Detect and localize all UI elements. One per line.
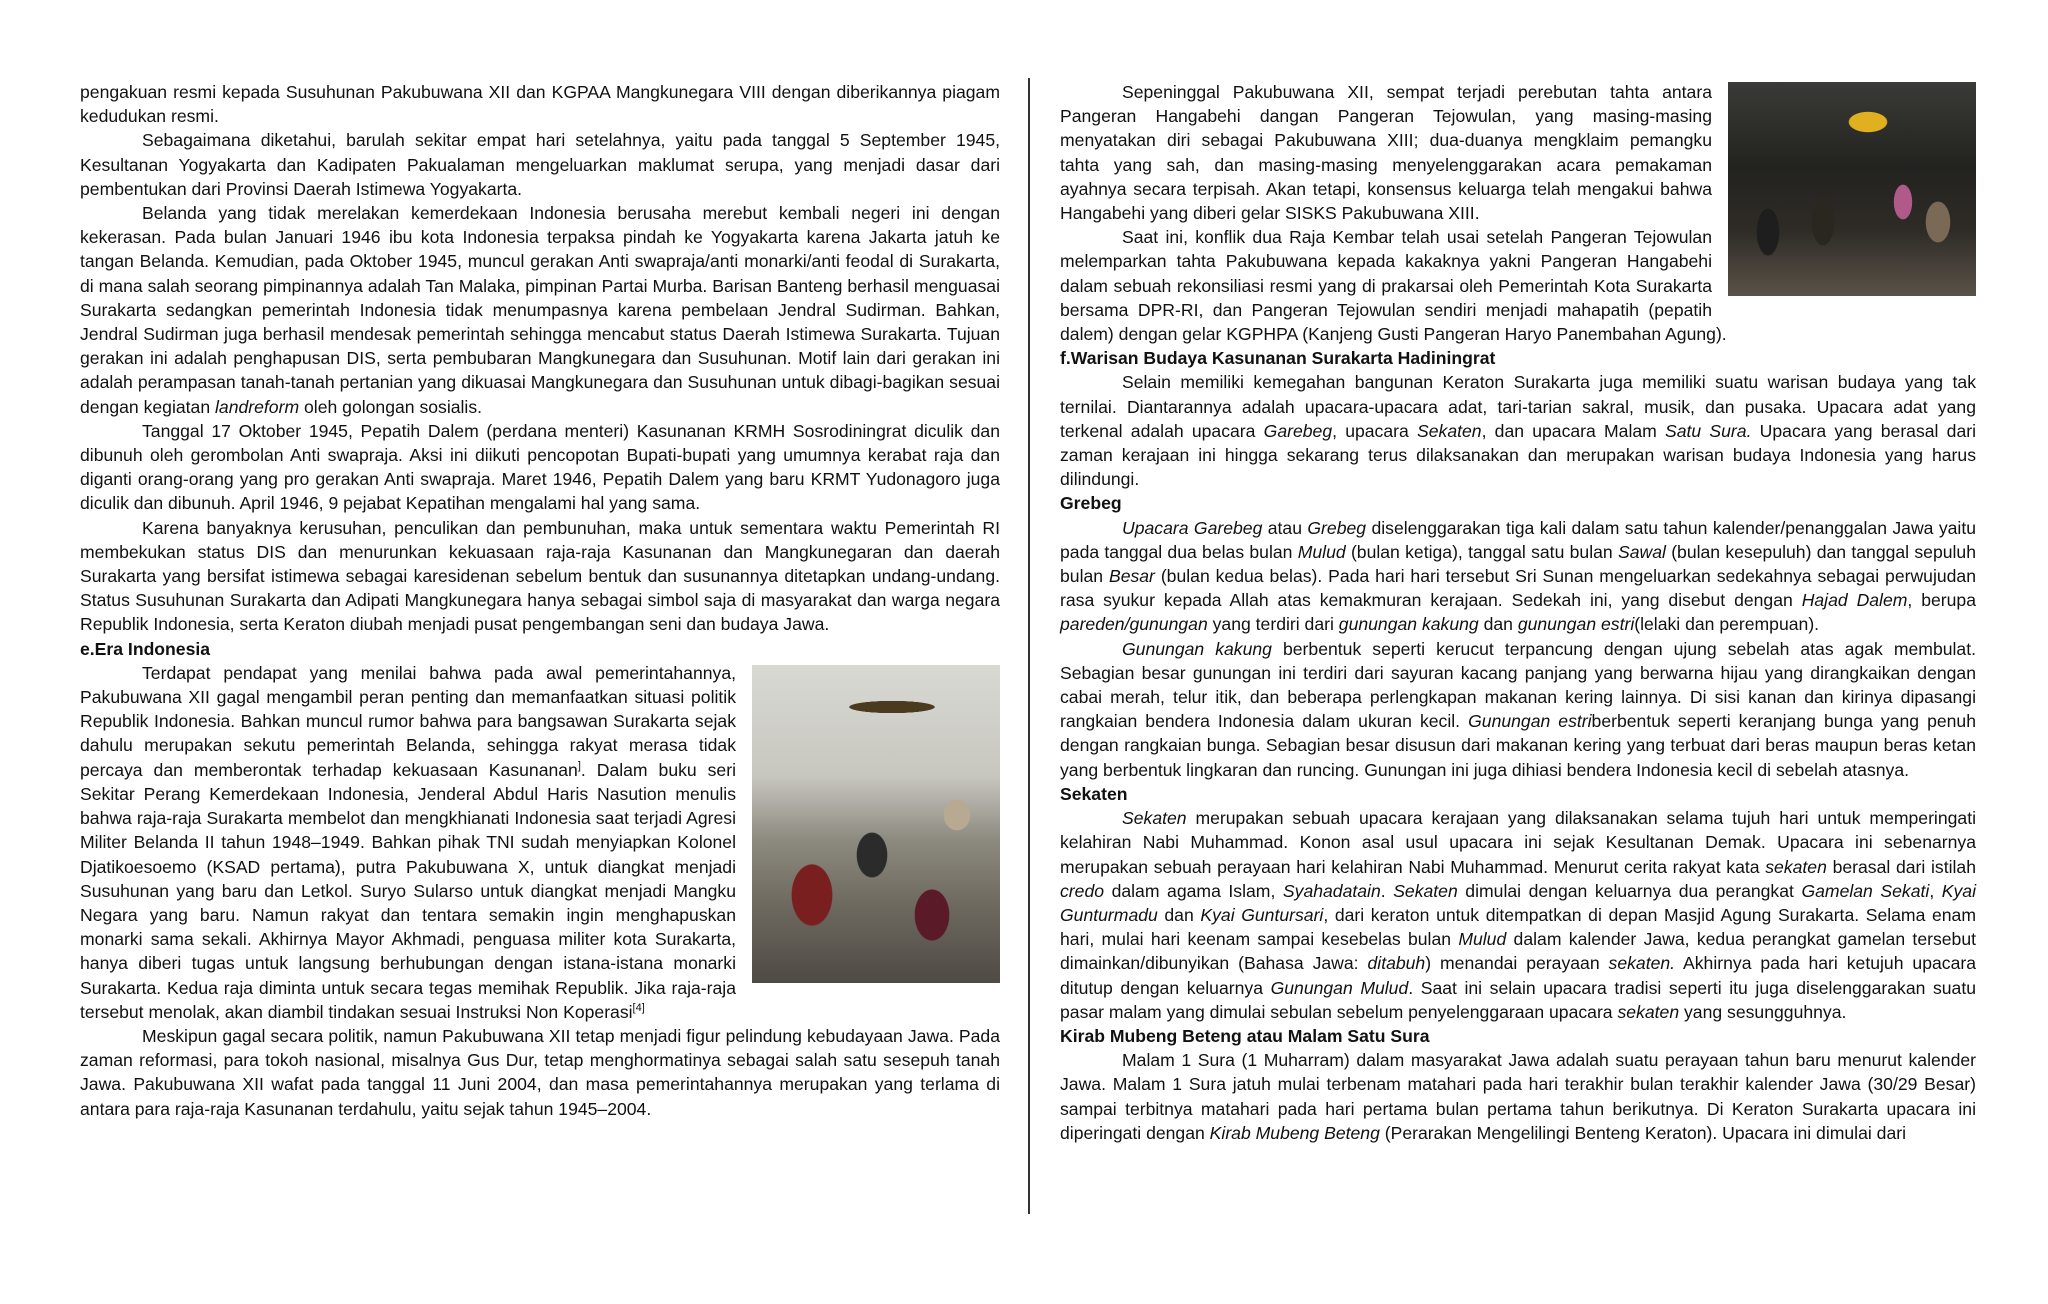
paragraph: Gunungan kakung berbentuk seperti kerucut terpancung dengan ujung sebelah atas agak membulat. Sebagian besar gunungan ini terdiri dari sayuran kacang panjang yang berwarna hijau yang dirangkaikan dengan cabai merah, telur itik, dan beberapa perlengkapan makanan kering lainnya. Di sisi kanan dan kirinya dipasangi rangkaian bendera Indonesia dalam ukuran kecil. Gunungan estriberbentuk seperti keranjang bunga yang penuh dengan rangkaian bunga. Sebagian besar disusun dari makanan kering yang terbuat dari beras maupun beras ketan yang berbentuk lingkaran dan runcing. Gunungan ini juga dihiasi bendera Indonesia kecil di sebelah atasnya. bbox=[1060, 638, 1976, 780]
left-column bbox=[80, 80, 1000, 1121]
paragraph: Saat ini, konflik dua Raja Kembar telah usai setelah Pangeran Tejowulan melemparkan tahta Pakubuwana kepada kakaknya yakni Pangeran Hangabehi dalam sebuah rekonsiliasi resmi yang di prakarsai oleh Pemerintah Kota Surakarta bersama DPR-RI, dan Pangeran Tejowulan sendiri menjadi mahapatih (pepatih dalem) dengan gelar KGPHPA (Kanjeng Gusti Pangeran Haryo Panembahan Agung). bbox=[1060, 227, 1727, 345]
royal-procession-photo bbox=[1728, 82, 1976, 296]
paragraph: Sekaten merupakan sebuah upacara kerajaan yang dilaksanakan selama tujuh hari untuk memperingati kelahiran Nabi Muhammad. Konon asal usul upacara ini sejak Kesultanan Demak. Upacara ini sebenarnya merupakan sebuah perayaan hari kelahiran Nabi Muhammad. Menurut cerita rakyat kata sekaten berasal dari istilah credo dalam agama Islam, Syahadatain. Sekaten dimulai dengan keluarnya dua perangkat Gamelan Sekati, Kyai Gunturmadu dan Kyai Guntursari, dari keraton untuk ditempatkan di depan Masjid Agung Surakarta. Selama enam hari, mulai hari keenam sampai kesebelas bulan Mulud dalam kalender Jawa, kedua perangkat gamelan tersebut dimainkan/dibunyikan (Bahasa Jawa: ditabuh) menandai perayaan sekaten. Akhirnya pada hari ketujuh upacara ditutup dengan keluarnya Gunungan Mulud. Saat ini selain upacara tradisi seperti itu juga diselenggarakan suatu pasar malam yang dimulai sebulan sebelum penyelenggaraan upacara sekaten yang sesungguhnya. bbox=[1060, 808, 1977, 1022]
section-heading-warisan-budaya: f.Warisan Budaya Kasunanan Surakarta Hadiningrat bbox=[1060, 348, 1496, 369]
section-heading-era-indonesia: e.Era Indonesia bbox=[80, 638, 211, 659]
paragraph: Meskipun gagal secara politik, namun Pakubuwana XII tetap menjadi figur pelindung kebudayaan Jawa. Pada zaman reformasi, para tokoh nasional, misalnya Gus Dur, tetap menghormatinya sebagai salah satu sesepuh tanah Jawa. Pakubuwana XII wafat pada tanggal 11 Juni 2004, dan masa pemerintahannya merupakan yang terlama di antara para raja-raja Kasunanan terdahulu, yaitu sejak tahun 1945–2004. bbox=[80, 1025, 1000, 1119]
right-column bbox=[1060, 80, 1976, 1145]
subheading-sekaten: Sekaten bbox=[1060, 783, 1128, 804]
paragraph: Upacara Garebeg atau Grebeg diselenggarakan tiga kali dalam satu tahun kalender/penanggalan Jawa yaitu pada tanggal dua belas bulan Mulud (bulan ketiga), tanggal satu bulan Sawal (bulan kesepuluh) dan tanggal sepuluh bulan Besar (bulan kedua belas). Pada hari hari tersebut Sri Sunan mengeluarkan sedekahnya sebagai perwujudan rasa syukur kepada Allah atas kemakmuran kerajaan. Sedekah ini, yang disebut dengan Hajad Dalem, berupa pareden/gunungan yang terdiri dari gunungan kakung dan gunungan estri(lelaki dan perempuan). bbox=[1060, 517, 1976, 635]
paragraph: Sepeninggal Pakubuwana XII, sempat terjadi perebutan tahta antara Pangeran Hangabehi dangan Pangeran Tejowulan, yang masing-masing menyatakan diri sebagai Pakubuwana XIII; dua-duanya mengklaim pemangku tahta yang sah, dan masing-masing menyelenggarakan acara pemakaman ayahnya secara terpisah. Akan tetapi, konsensus keluarga telah mengakui bahwa Hangabehi yang diberi gelar SISKS Pakubuwana XIII. bbox=[1060, 82, 1712, 224]
paragraph: pengakuan resmi kepada Susuhunan Pakubuwana XII dan KGPAA Mangkunegara VIII dengan diberikannya piagam kedudukan resmi. bbox=[80, 82, 1000, 127]
footnote-marker: ] bbox=[577, 759, 581, 772]
paragraph: Malam 1 Sura (1 Muharram) dalam masyarakat Jawa adalah suatu perayaan tahun baru menurut kalender Jawa. Malam 1 Sura jatuh mulai terbenam matahari pada hari terakhir bulan terakhir kalender Jawa (30/29 Besar) sampai terbitnya matahari pada hari pertama bulan pertama tahun berikutnya. Di Keraton Surakarta upacara ini diperingati dengan Kirab Mubeng Beteng (Perarakan Mengelilingi Benteng Keraton). Upacara ini dimulai dari bbox=[1060, 1050, 1976, 1143]
paragraph: Selain memiliki kemegahan bangunan Keraton Surakarta juga memiliki suatu warisan budaya yang tak ternilai. Diantarannya adalah upacara-upacara adat, tari-tarian sakral, musik, dan pusaka. Upacara adat yang terkenal adalah upacara Garebeg, upacara Sekaten, dan upacara Malam Satu Sura. Upacara yang berasal dari zaman kerajaan ini hingga sekarang terus dilaksanakan dan merupakan warisan budaya Indonesia yang harus dilindungi. bbox=[1060, 372, 1976, 490]
paragraph: Tanggal 17 Oktober 1945, Pepatih Dalem (perdana menteri) Kasunanan KRMH Sosrodiningrat diculik dan dibunuh oleh gerombolan Anti swapraja. Aksi ini diikuti pencopotan Bupati-bupati yang umumnya kerabat raja dan diganti orang-orang yang pro gerakan Anti swapraja. Maret 1946, Pepatih Dalem yang baru KRMT Yudonagoro juga diculik dan dibunuh. April 1946, 9 pejabat Kepatihan mengalami hal yang sama. bbox=[80, 420, 1000, 514]
ceremony-photo bbox=[752, 665, 1000, 983]
subheading-kirab-mubeng-beteng: Kirab Mubeng Beteng atau Malam Satu Sura bbox=[1060, 1025, 1430, 1046]
paragraph: Karena banyaknya kerusuhan, penculikan dan pembunuhan, maka untuk sementara waktu Pemerintah RI membekukan status DIS dan menurunkan kekuasaan raja-raja Kasunanan dan Mangkunegaran dan daerah Surakarta yang bersifat istimewa sebagai karesidenan sebelum bentuk dan susunannya ditetapkan undang-undang. Status Susuhunan Surakarta dan Adipati Mangkunegara hanya sebagai simbol saja di masyarakat dan warga negara Republik Indonesia, serta Keraton diubah menjadi pusat pengembangan seni dan budaya Jawa. bbox=[80, 517, 1000, 635]
column-divider bbox=[1028, 78, 1030, 1214]
footnote-link[interactable]: [4] bbox=[632, 1001, 645, 1014]
paragraph: Terdapat pendapat yang menilai bahwa pada awal pemerintahannya, Pakubuwana XII gagal mengambil peran penting dan memanfaatkan situasi politik Republik Indonesia. Bahkan muncul rumor bahwa para bangsawan Surakarta sejak dahulu merupakan sekutu pemerintah Belanda, sehingga rakyat merasa tidak percaya dan memberontak terhadap kekuasaan Kasunanan]. Dalam buku seri Sekitar Perang Kemerdekaan Indonesia, Jenderal Abdul Haris Nasution menulis bahwa raja-raja Surakarta membelot dan mengkhianati Indonesia saat terjadi Agresi Militer Belanda II tahun 1948–1949. Bahkan pihak TNI sudah menyiapkan Kolonel Djatikoesoemo (KSAD pertama), putra Pakubuwana X, untuk diangkat menjadi Susuhunan yang baru dan Letkol. Suryo Sularso untuk diangkat menjadi Mangku Negara yang baru. Namun rakyat dan tentara semakin ingin menghapuskan monarki sama sekali. Akhirnya Mayor Akhmadi, penguasa militer kota Surakarta, hanya diberi tugas untuk langsung berhubungan dengan istana-istana monarki Surakarta. Kedua raja diminta untuk secara tegas memihak Republik. Jika raja-raja tersebut menolak, akan diambil tindakan sesuai Instruksi Non Koperasi[4] bbox=[80, 662, 736, 1022]
subheading-grebeg: Grebeg bbox=[1060, 493, 1122, 514]
paragraph: Sebagaimana diketahui, barulah sekitar empat hari setelahnya, yaitu pada tanggal 5 September 1945, Kesultanan Yogyakarta dan Kadipaten Pakualaman mengeluarkan maklumat serupa, yang menjadi dasar dari pembentukan dari Provinsi Daerah Istimewa Yogyakarta. bbox=[80, 130, 1000, 199]
paragraph: Belanda yang tidak merelakan kemerdekaan Indonesia berusaha merebut kembali negeri ini dengan kekerasan. Pada bulan Januari 1946 ibu kota Indonesia terpaksa pindah ke Yogyakarta karena Jakarta jatuh ke tangan Belanda. Kemudian, pada Oktober 1945, muncul gerakan Anti swapraja/anti monarki/anti feodal di Surakarta, di mana salah seorang pimpinannya adalah Tan Malaka, pimpinan Partai Murba. Barisan Banteng berhasil menguasai Surakarta sedangkan pemerintah Indonesia tidak menumpasnya karena pembelaan Jendral Sudirman. Bahkan, Jendral Sudirman juga berhasil mendesak pemerintah sehingga mencabut status Daerah Istimewa Surakarta. Tujuan gerakan ini adalah penghapusan DIS, serta pembubaran Mangkunegara dan Susuhunan. Motif lain dari gerakan ini adalah perampasan tanah-tanah pertanian yang dikuasai Mangkunegara dan Susuhunan untuk dibagi-bagikan sesuai dengan kegiatan landreform oleh golongan sosialis. bbox=[80, 203, 1000, 417]
